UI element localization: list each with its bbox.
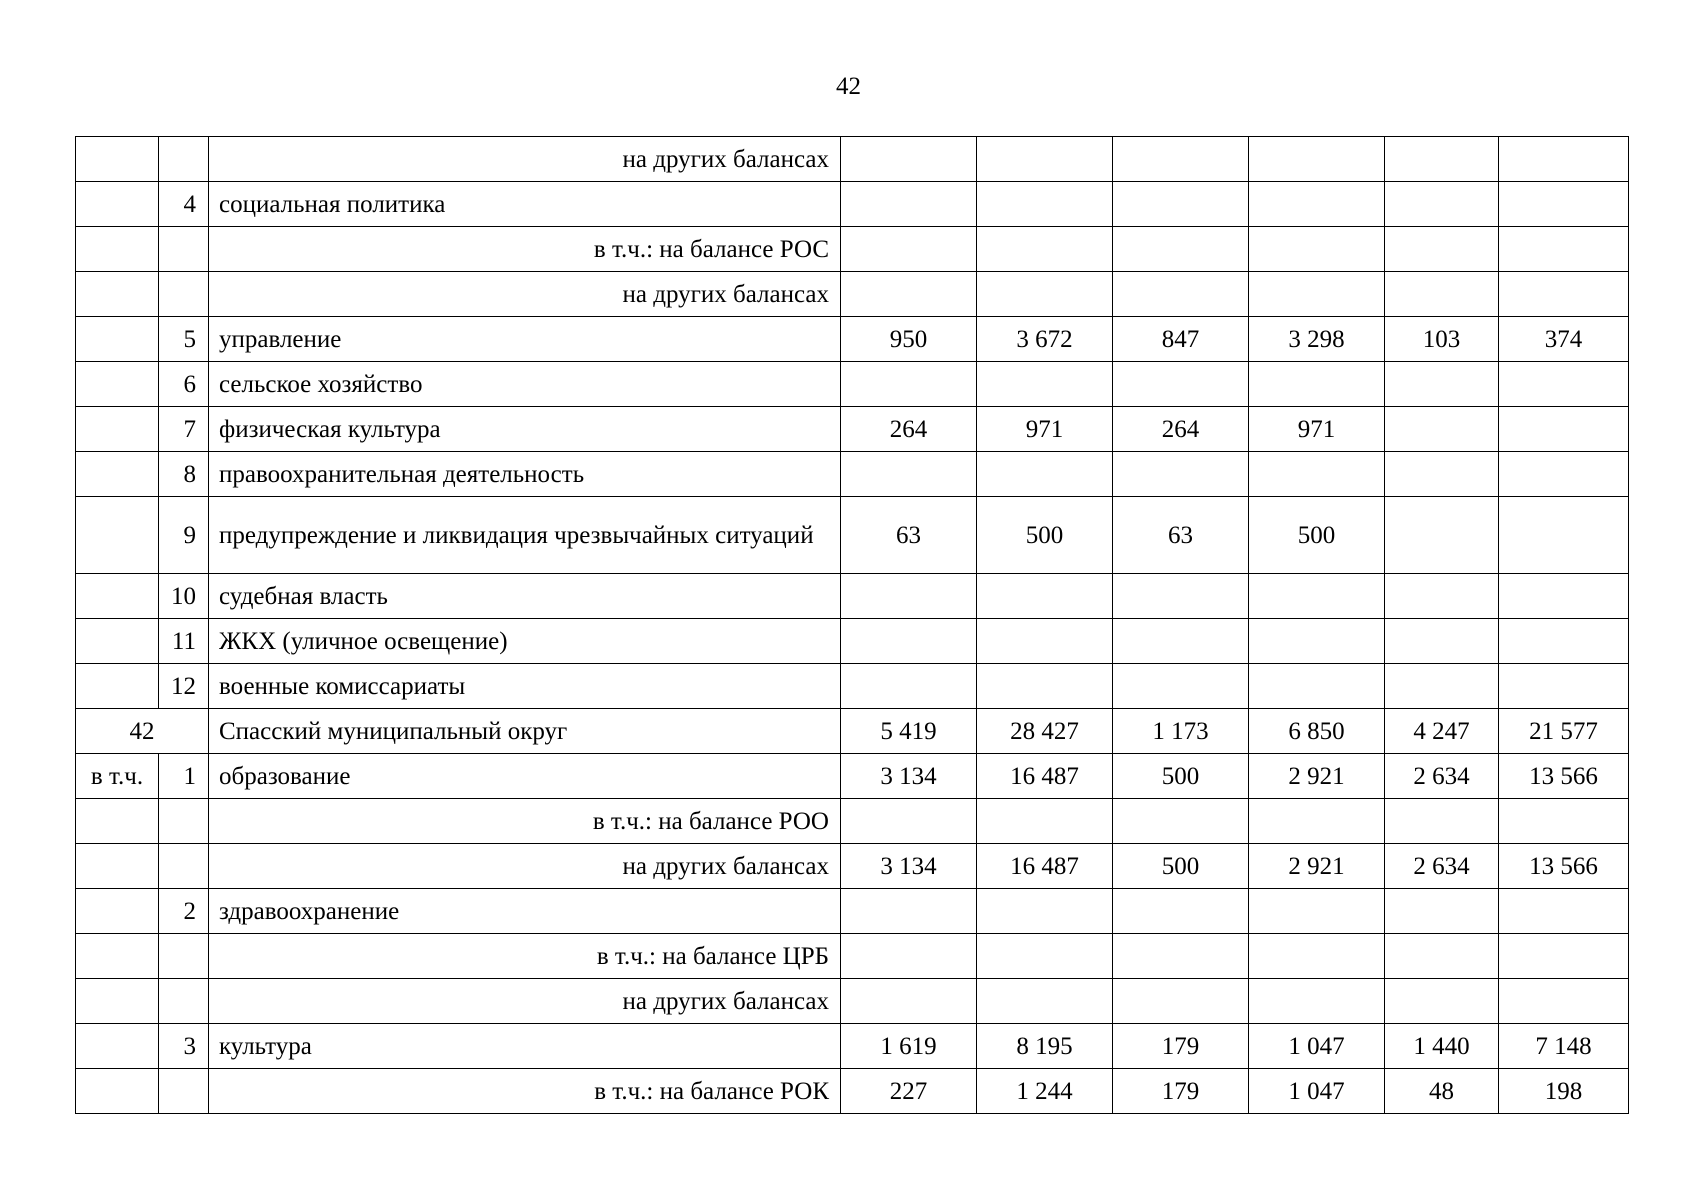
table-row xyxy=(76,889,1629,934)
value-cell-1 xyxy=(841,619,977,664)
region-cell xyxy=(76,664,159,709)
region-cell xyxy=(76,1069,159,1114)
item-name-cell: в т.ч.: на балансе РОК xyxy=(209,1069,841,1114)
value-cell-1: 63 xyxy=(841,497,977,574)
item-name-cell: культура xyxy=(209,1024,841,1069)
table-row xyxy=(76,452,1629,497)
value-cell-4 xyxy=(1249,137,1385,182)
item-name-cell: образование xyxy=(209,754,841,799)
value-cell-4: 1 047 xyxy=(1249,1024,1385,1069)
region-cell xyxy=(76,619,159,664)
region-cell xyxy=(76,799,159,844)
value-cell-4: 1 047 xyxy=(1249,1069,1385,1114)
item-number-cell: 1 xyxy=(159,754,209,799)
value-cell-2 xyxy=(977,664,1113,709)
item-name-cell: Спасский муниципальный округ xyxy=(209,709,841,754)
page-number: 42 xyxy=(836,73,861,100)
value-cell-4 xyxy=(1249,227,1385,272)
value-cell-6 xyxy=(1499,452,1629,497)
value-cell-4 xyxy=(1249,619,1385,664)
value-cell-1 xyxy=(841,227,977,272)
region-cell: в т.ч. xyxy=(76,754,159,799)
value-cell-4 xyxy=(1249,182,1385,227)
table-row xyxy=(76,182,1629,227)
item-name-cell: на других балансах xyxy=(209,137,841,182)
item-number-cell xyxy=(159,979,209,1024)
value-cell-4 xyxy=(1249,272,1385,317)
item-number-cell xyxy=(159,844,209,889)
value-cell-2 xyxy=(977,889,1113,934)
value-cell-4: 6 850 xyxy=(1249,709,1385,754)
value-cell-5 xyxy=(1385,799,1499,844)
value-cell-5 xyxy=(1385,664,1499,709)
value-cell-6: 374 xyxy=(1499,317,1629,362)
item-name-cell: на других балансах xyxy=(209,844,841,889)
item-name-cell: в т.ч.: на балансе РОС xyxy=(209,227,841,272)
table-row xyxy=(76,272,1629,317)
region-cell xyxy=(76,317,159,362)
value-cell-3 xyxy=(1113,664,1249,709)
value-cell-2 xyxy=(977,227,1113,272)
value-cell-3 xyxy=(1113,272,1249,317)
item-name-cell: ЖКХ (уличное освещение) xyxy=(209,619,841,664)
region-cell xyxy=(76,182,159,227)
value-cell-4: 500 xyxy=(1249,497,1385,574)
value-cell-5: 4 247 xyxy=(1385,709,1499,754)
value-cell-2: 28 427 xyxy=(977,709,1113,754)
value-cell-2: 500 xyxy=(977,497,1113,574)
value-cell-5 xyxy=(1385,407,1499,452)
item-name-cell: в т.ч.: на балансе ЦРБ xyxy=(209,934,841,979)
table-row xyxy=(76,137,1629,182)
table-row xyxy=(76,709,1629,754)
value-cell-1 xyxy=(841,362,977,407)
item-name-cell: здравоохранение xyxy=(209,889,841,934)
item-number-cell: 12 xyxy=(159,664,209,709)
region-cell xyxy=(76,407,159,452)
budget-table xyxy=(75,136,1629,1114)
table-row xyxy=(76,619,1629,664)
item-number-cell xyxy=(159,272,209,317)
value-cell-6 xyxy=(1499,137,1629,182)
item-name-cell: предупреждение и ликвидация чрезвычайных ситуаций xyxy=(209,497,841,574)
value-cell-1: 264 xyxy=(841,407,977,452)
item-name-cell: управление xyxy=(209,317,841,362)
value-cell-4 xyxy=(1249,452,1385,497)
table-row xyxy=(76,497,1629,574)
item-name-cell: на других балансах xyxy=(209,979,841,1024)
region-cell xyxy=(76,227,159,272)
value-cell-5 xyxy=(1385,362,1499,407)
item-number-cell: 6 xyxy=(159,362,209,407)
item-name-cell: судебная власть xyxy=(209,574,841,619)
value-cell-1 xyxy=(841,799,977,844)
value-cell-3: 179 xyxy=(1113,1024,1249,1069)
value-cell-1: 227 xyxy=(841,1069,977,1114)
value-cell-3 xyxy=(1113,574,1249,619)
table-row xyxy=(76,407,1629,452)
value-cell-6: 21 577 xyxy=(1499,709,1629,754)
value-cell-4: 2 921 xyxy=(1249,844,1385,889)
value-cell-6 xyxy=(1499,799,1629,844)
value-cell-1: 5 419 xyxy=(841,709,977,754)
table-row xyxy=(76,574,1629,619)
region-cell xyxy=(76,979,159,1024)
value-cell-1 xyxy=(841,182,977,227)
value-cell-5 xyxy=(1385,497,1499,574)
value-cell-2 xyxy=(977,137,1113,182)
table-row xyxy=(76,754,1629,799)
value-cell-5: 103 xyxy=(1385,317,1499,362)
value-cell-6 xyxy=(1499,272,1629,317)
value-cell-6 xyxy=(1499,889,1629,934)
value-cell-5: 2 634 xyxy=(1385,754,1499,799)
value-cell-2 xyxy=(977,799,1113,844)
value-cell-6 xyxy=(1499,182,1629,227)
region-number-cell: 42 xyxy=(76,709,209,754)
value-cell-5 xyxy=(1385,934,1499,979)
value-cell-1 xyxy=(841,889,977,934)
value-cell-1 xyxy=(841,452,977,497)
value-cell-4: 971 xyxy=(1249,407,1385,452)
table-row xyxy=(76,799,1629,844)
value-cell-5 xyxy=(1385,619,1499,664)
value-cell-3 xyxy=(1113,889,1249,934)
item-number-cell: 7 xyxy=(159,407,209,452)
value-cell-5 xyxy=(1385,137,1499,182)
table-row xyxy=(76,1069,1629,1114)
value-cell-6: 7 148 xyxy=(1499,1024,1629,1069)
value-cell-4 xyxy=(1249,362,1385,407)
value-cell-3 xyxy=(1113,227,1249,272)
value-cell-3 xyxy=(1113,979,1249,1024)
value-cell-2: 16 487 xyxy=(977,754,1113,799)
value-cell-6 xyxy=(1499,227,1629,272)
region-cell xyxy=(76,889,159,934)
value-cell-4 xyxy=(1249,889,1385,934)
item-number-cell: 11 xyxy=(159,619,209,664)
table-body xyxy=(76,137,1629,1114)
value-cell-1 xyxy=(841,574,977,619)
value-cell-6 xyxy=(1499,497,1629,574)
value-cell-1 xyxy=(841,664,977,709)
item-number-cell: 2 xyxy=(159,889,209,934)
value-cell-3 xyxy=(1113,799,1249,844)
value-cell-5 xyxy=(1385,574,1499,619)
table-row xyxy=(76,362,1629,407)
value-cell-3: 847 xyxy=(1113,317,1249,362)
item-number-cell xyxy=(159,1069,209,1114)
value-cell-3 xyxy=(1113,452,1249,497)
value-cell-2: 971 xyxy=(977,407,1113,452)
item-name-cell: на других балансах xyxy=(209,272,841,317)
value-cell-6 xyxy=(1499,979,1629,1024)
value-cell-6: 198 xyxy=(1499,1069,1629,1114)
value-cell-3: 1 173 xyxy=(1113,709,1249,754)
value-cell-4 xyxy=(1249,799,1385,844)
value-cell-2 xyxy=(977,574,1113,619)
value-cell-3 xyxy=(1113,362,1249,407)
region-cell xyxy=(76,272,159,317)
value-cell-5 xyxy=(1385,979,1499,1024)
item-name-cell: социальная политика xyxy=(209,182,841,227)
value-cell-2: 3 672 xyxy=(977,317,1113,362)
item-name-cell: сельское хозяйство xyxy=(209,362,841,407)
value-cell-3 xyxy=(1113,934,1249,979)
value-cell-5 xyxy=(1385,272,1499,317)
value-cell-2 xyxy=(977,272,1113,317)
value-cell-2 xyxy=(977,934,1113,979)
value-cell-3: 500 xyxy=(1113,754,1249,799)
value-cell-3: 264 xyxy=(1113,407,1249,452)
value-cell-4 xyxy=(1249,664,1385,709)
item-number-cell xyxy=(159,227,209,272)
value-cell-3 xyxy=(1113,619,1249,664)
region-cell xyxy=(76,1024,159,1069)
value-cell-5: 2 634 xyxy=(1385,844,1499,889)
value-cell-2: 8 195 xyxy=(977,1024,1113,1069)
item-name-cell: военные комиссариаты xyxy=(209,664,841,709)
value-cell-2 xyxy=(977,182,1113,227)
value-cell-2 xyxy=(977,979,1113,1024)
value-cell-2 xyxy=(977,619,1113,664)
item-number-cell: 3 xyxy=(159,1024,209,1069)
value-cell-5: 1 440 xyxy=(1385,1024,1499,1069)
value-cell-6: 13 566 xyxy=(1499,844,1629,889)
value-cell-1 xyxy=(841,272,977,317)
value-cell-6 xyxy=(1499,664,1629,709)
value-cell-5 xyxy=(1385,227,1499,272)
item-number-cell xyxy=(159,934,209,979)
item-number-cell: 5 xyxy=(159,317,209,362)
value-cell-6 xyxy=(1499,362,1629,407)
item-number-cell: 4 xyxy=(159,182,209,227)
value-cell-2 xyxy=(977,452,1113,497)
region-cell xyxy=(76,452,159,497)
item-number-cell xyxy=(159,137,209,182)
region-cell xyxy=(76,934,159,979)
table-row xyxy=(76,1024,1629,1069)
value-cell-1: 1 619 xyxy=(841,1024,977,1069)
value-cell-4 xyxy=(1249,934,1385,979)
value-cell-6 xyxy=(1499,407,1629,452)
region-cell xyxy=(76,844,159,889)
value-cell-5 xyxy=(1385,452,1499,497)
table-row xyxy=(76,317,1629,362)
value-cell-1 xyxy=(841,137,977,182)
value-cell-3: 500 xyxy=(1113,844,1249,889)
table-row xyxy=(76,227,1629,272)
table-row xyxy=(76,844,1629,889)
value-cell-3: 179 xyxy=(1113,1069,1249,1114)
value-cell-2: 1 244 xyxy=(977,1069,1113,1114)
region-cell xyxy=(76,574,159,619)
value-cell-6: 13 566 xyxy=(1499,754,1629,799)
table-row xyxy=(76,979,1629,1024)
value-cell-4: 2 921 xyxy=(1249,754,1385,799)
value-cell-1 xyxy=(841,934,977,979)
value-cell-4: 3 298 xyxy=(1249,317,1385,362)
item-name-cell: правоохранительная деятельность xyxy=(209,452,841,497)
value-cell-4 xyxy=(1249,979,1385,1024)
value-cell-3 xyxy=(1113,182,1249,227)
value-cell-3 xyxy=(1113,137,1249,182)
value-cell-1: 950 xyxy=(841,317,977,362)
value-cell-5 xyxy=(1385,182,1499,227)
value-cell-1: 3 134 xyxy=(841,754,977,799)
value-cell-6 xyxy=(1499,574,1629,619)
value-cell-2: 16 487 xyxy=(977,844,1113,889)
table-row xyxy=(76,664,1629,709)
value-cell-3: 63 xyxy=(1113,497,1249,574)
value-cell-1: 3 134 xyxy=(841,844,977,889)
item-number-cell: 9 xyxy=(159,497,209,574)
item-number-cell: 8 xyxy=(159,452,209,497)
table-row xyxy=(76,934,1629,979)
item-number-cell: 10 xyxy=(159,574,209,619)
region-cell xyxy=(76,497,159,574)
value-cell-4 xyxy=(1249,574,1385,619)
value-cell-2 xyxy=(977,362,1113,407)
value-cell-6 xyxy=(1499,934,1629,979)
item-name-cell: в т.ч.: на балансе РОО xyxy=(209,799,841,844)
value-cell-5 xyxy=(1385,889,1499,934)
region-cell xyxy=(76,362,159,407)
item-number-cell xyxy=(159,799,209,844)
value-cell-5: 48 xyxy=(1385,1069,1499,1114)
region-cell xyxy=(76,137,159,182)
value-cell-1 xyxy=(841,979,977,1024)
item-name-cell: физическая культура xyxy=(209,407,841,452)
value-cell-6 xyxy=(1499,619,1629,664)
